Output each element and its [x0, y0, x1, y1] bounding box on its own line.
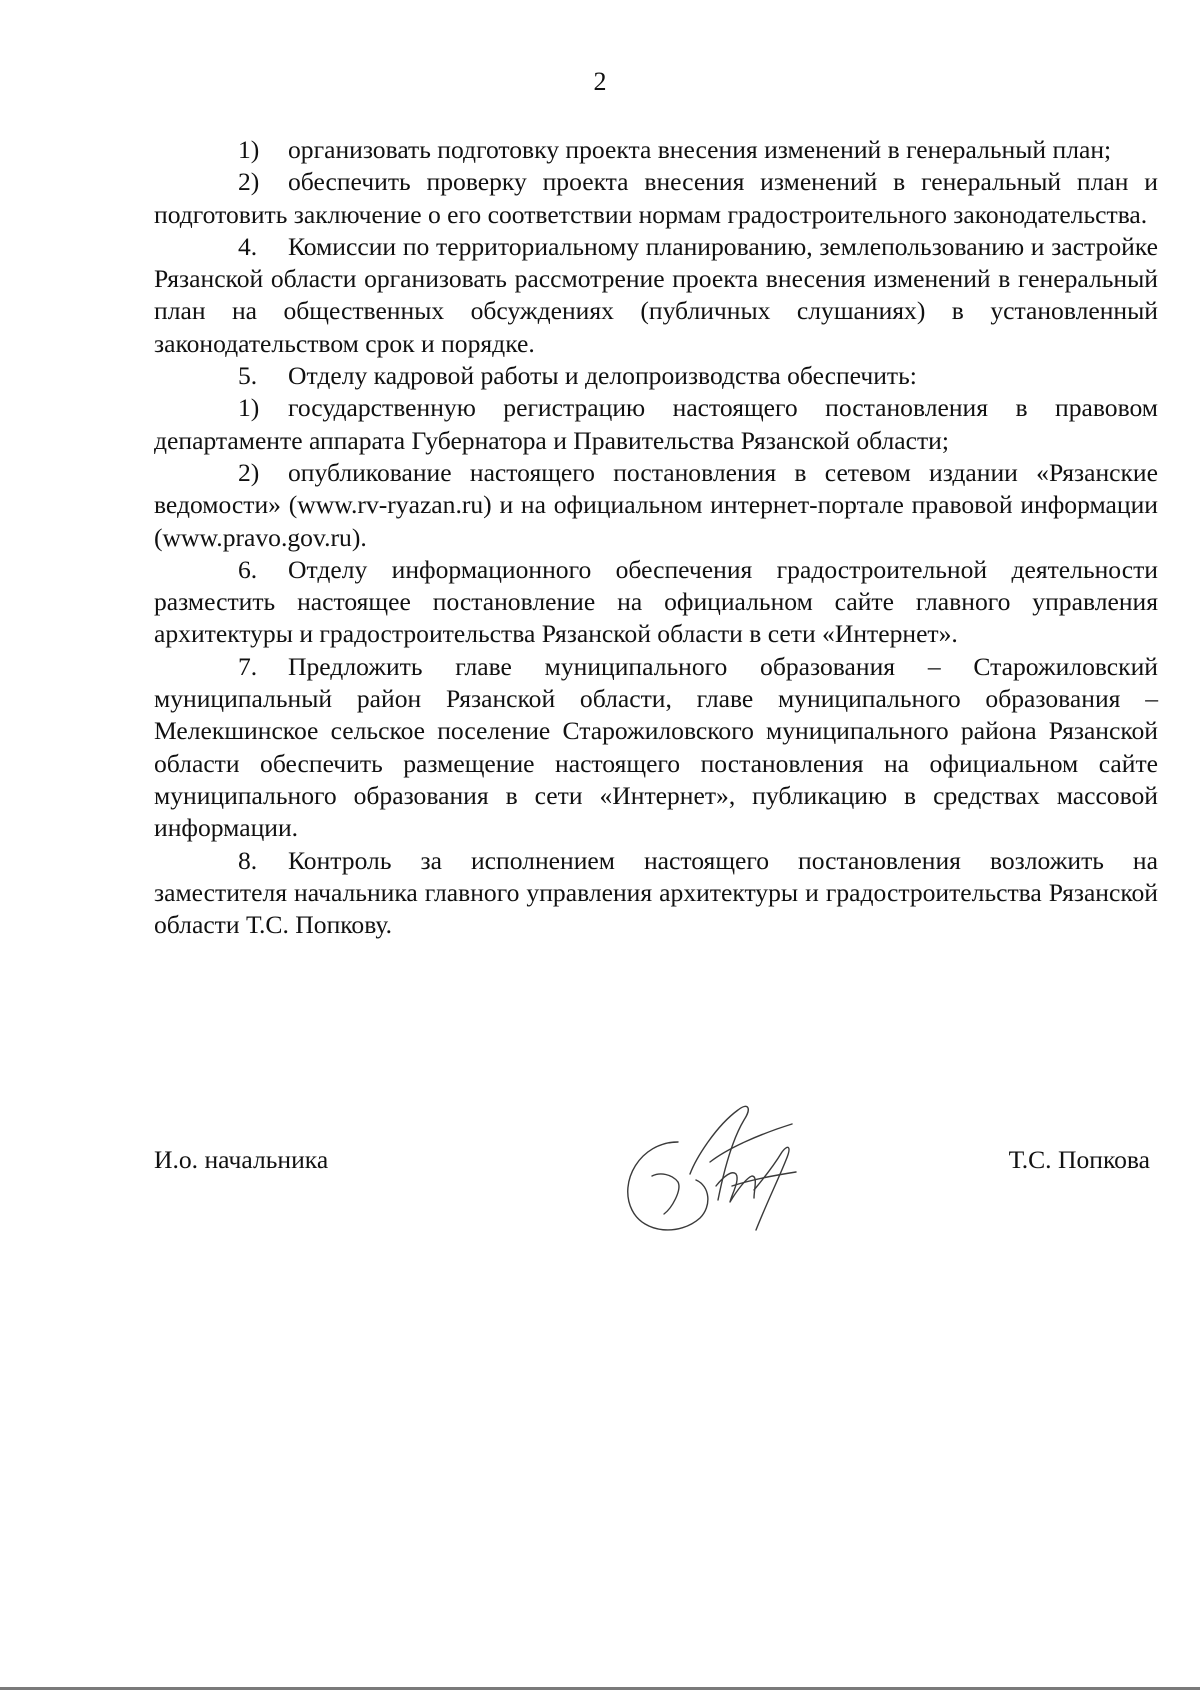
item-number: 7.	[238, 651, 258, 681]
item-number: 8.	[238, 845, 258, 875]
paragraph-text: опубликование настоящего постановления в сетевом издании «Рязанские ведомости» (www.rv-ryazan.ru) и на официальном интернет-портале правовой информации (www.pravo.gov.ru).	[154, 457, 1158, 552]
signer-title: И.о. начальника	[154, 1145, 329, 1174]
item-number: 4.	[238, 231, 258, 261]
paragraph-text: Комиссии по территориальному планированию, землепользованию и застройке Рязанской области организовать рассмотрение проекта внесения изменений в генеральный план на общественных обсуждениях (публичных слушаниях) в установленный законодательством срок и порядке.	[154, 231, 1158, 358]
paragraph-text: Отделу кадровой работы и делопроизводства обеспечить:	[288, 361, 917, 391]
item-number: 1)	[238, 135, 260, 164]
document-body	[154, 134, 1158, 941]
paragraph-text: государственную регистрацию настоящего постановления в правовом департаменте аппарата Губернатора и Правительства Рязанской области;	[154, 393, 1158, 455]
item-number: 2)	[238, 167, 260, 197]
paragraph-1-2	[154, 166, 1158, 231]
paragraph-4	[154, 231, 1158, 360]
paragraph-1-1	[154, 134, 1158, 166]
item-number: 5.	[238, 361, 258, 391]
paragraph-5-1	[154, 392, 1158, 457]
paragraph-text: обеспечить проверку проекта внесения изменений в генеральный план и подготовить заключение о его соответствии нормам градостроительного законодательства.	[154, 167, 1158, 229]
paragraph-text: организовать подготовку проекта внесения изменений в генеральный план;	[288, 135, 1112, 164]
paragraph-text: Отделу информационного обеспечения градостроительной деятельности разместить настоящее постановление на официальном сайте главного управления архитектуры и градостроительства Рязанской области в сети «Интернет».	[154, 554, 1158, 649]
page-number: 2	[593, 67, 607, 96]
handwritten-signature	[620, 1090, 830, 1240]
page-bottom-rule	[0, 1687, 1200, 1690]
paragraph-5-2	[154, 457, 1158, 554]
paragraph-text: Контроль за исполнением настоящего постановления возложить на заместителя начальника главного управления архитектуры и градостроительства Рязанской области Т.С. Попкову.	[154, 845, 1158, 940]
item-number: 2)	[238, 457, 260, 487]
paragraph-8	[154, 845, 1158, 942]
paragraph-7	[154, 651, 1158, 845]
paragraph-6	[154, 554, 1158, 651]
item-number: 1)	[238, 393, 260, 423]
signer-name: Т.С. Попкова	[1008, 1145, 1150, 1174]
paragraph-5	[154, 360, 1158, 392]
paragraph-text: Предложить главе муниципального образования – Старожиловский муниципальный район Рязанской области, главе муниципального образования – Мелекшинское сельское поселение Старожиловского муниципального района Рязанской области обеспечить размещение настоящего постановления на официальном сайте муниципального образования в сети «Интернет», публикацию в средствах массовой информации.	[154, 651, 1158, 843]
item-number: 6.	[238, 554, 258, 584]
